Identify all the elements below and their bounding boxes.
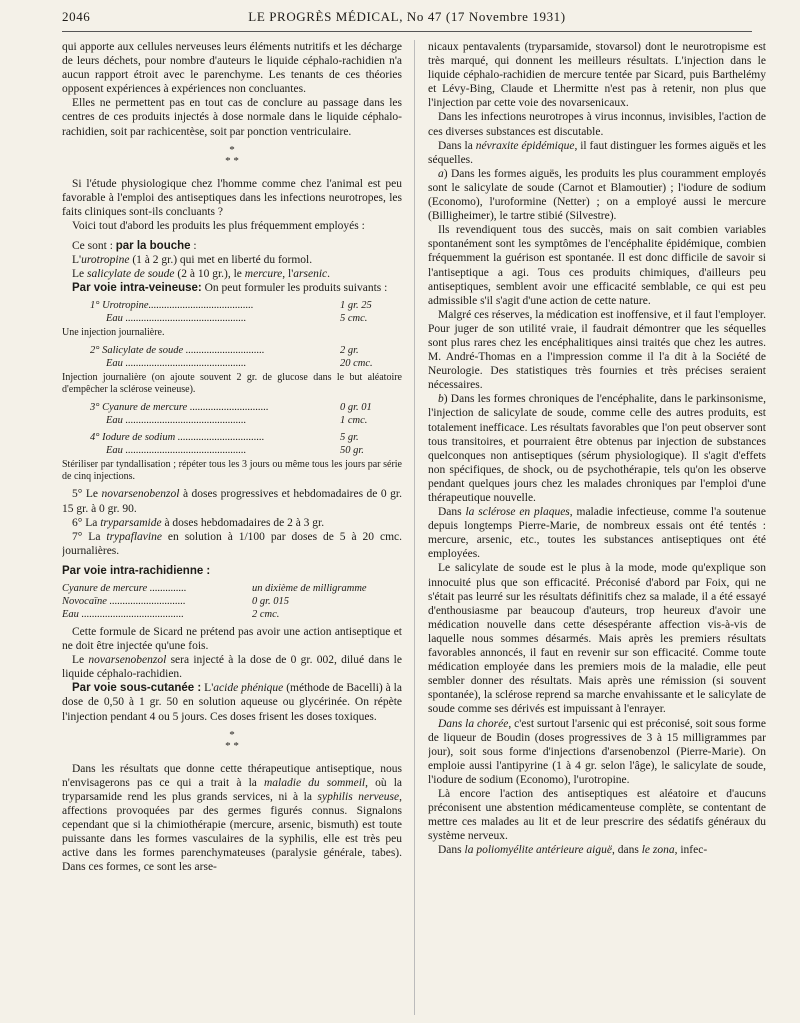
list-item: 6° La tryparsamide à doses hebdomadaires de 2 à 3 gr. [72,516,325,529]
paragraph: Le novarsenobenzol sera injecté à la dose de 0 gr. 002, dilué dans le liquide céphalo-rachidien. [62,654,402,681]
paragraph: Dans les infections neurotropes à virus inconnus, invisibles, l'action de ces diverses substances est discutable. [428,111,766,138]
formula-note: Une injection journalière. [62,327,165,339]
section-heading: Par voie sous-cutanée : [72,682,202,695]
formula-2: 2° Salicylate de soude .............................. 2 gr. Eau .............................................. 20 cmc. [90,344,373,369]
paragraph: Si l'étude physiologique chez l'homme comme chez l'animal est peu favorable à l'emploi des antiseptiques dans les infections neurotropes, les faits cliniques sont-ils concluants ? [62,177,402,218]
section-separator: * * * [225,143,239,167]
route-oral: Ce sont : par la bouche : [72,240,197,253]
paragraph: Là encore l'action des antiseptiques est aléatoire et d'aucuns préconisent une abstention médicamenteuse complète, se contentant de mettre ces malades au lit et de leur prescrire des sédatifs généraux du système nerveux. [428,787,766,843]
paragraph: Dans la poliomyélite antérieure aiguë, dans le zona, infec- [438,844,708,857]
left-column [62,40,402,1015]
paragraph: Dans la sclérose en plaques, maladie infectieuse, comme l'a soutenue depuis longtemps Pierre-Marie, de nombreux essais ont été tentés : mercure, arsenic, etc., toutes les substances antiseptiques ont été employées. [428,506,766,561]
list-item: 5° Le novarsenobenzol à doses progressives et hebdomadaires de 0 gr. 15 gr. à 0 gr. 90. [62,488,402,515]
section-heading: par la bouche [115,240,191,253]
formula-intrathecal: Cyanure de mercure .............. un dixième de milligramme Novocaïne ............................. 0 gr. 015 Eau ....................................... 2 cmc. [62,583,367,620]
formula-4: 4° Iodure de sodium ................................. 5 gr. Eau .............................................. 50 gr. [90,431,364,456]
list-item: Le salicylate de soude (2 à 10 gr.), le mercure, l'arsenic. [72,268,331,281]
formula-1: 1° Urotropine........................................ 1 gr. 25 Eau .............................................. 5 cmc. [90,300,372,325]
paragraph: Elles ne permettent pas en tout cas de conclure au passage dans les centres de ces produits injectés à dose normale dans le liquide céphalo-rachidien, soit par rachicentèse, soit par ponction ventriculaire. [62,97,402,138]
list-item: 7° La trypaflavine en solution à 1/100 par doses de 5 à 20 cmc. journalières. [62,530,402,557]
list-item: L'urotropine (1 à 2 gr.) qui met en liberté du formol. [72,254,313,267]
paragraph: Malgré ces réserves, la médication est inoffensive, et il faut l'employer. Pour juger de son utilité vraie, il faudrait démontrer que les séquelles sont plus rares chez les encéphalitiques ainsi traités que chez les autres. M. André-Thomas en a l'impression comme il l'a dit à la Société de Neurologie. Des statistiques très fournies et très précises seraient nécessaires. [428,308,766,392]
section-heading-intrathecal: Par voie intra-rachidienne : [62,564,211,577]
formula-note: Injection journalière (on ajoute souvent 2 gr. de glucose dans le but aléatoire d'empêcher la sclérose veineuse). [62,371,402,396]
paragraph: Voici tout d'abord les produits les plus fréquemment employés : [72,219,365,232]
right-column [428,40,766,1015]
paragraph: Dans la chorée, c'est surtout l'arsenic qui est préconisé, soit sous forme de liqueur de Boudin (doses progressives de 3 à 15 milligrammes par jour), soit sous forme d'injections d'arsenobenzol (Pierre-Marie). On emploie aussi l'antipyrine (1 à 4 gr. selon l'âge), le salicylate de soude, l'iodure de sodium (Economo), l'urotropine. [428,717,766,786]
paragraph: b) Dans les formes chroniques de l'encéphalite, dans le parkinsonisme, l'injection de salicylate de soude, comme celle des autres produits, est totalement inefficace. Les résultats favorables que l'on peut observer sont tous transitoires, et pourraient être obtenus par injection de substances quelconques non antiseptiques (sérum physiologique). Il s'agit d'effets non spécifiques, de shock, ou de psychothérapie, tels qu'on les observe pendant quelques jours chez les malades chroniques par l'emploi d'une thérapeutique nouvelle. [428,393,766,504]
section-separator: * * * [225,728,239,752]
formula-note: Stériliser par tyndallisation ; répéter tous les 3 jours ou même tous les jours par série de cinq injections. [62,458,402,483]
paragraph: Ils revendiquent tous des succès, mais on sait combien variables spontanément sont les symptômes de l'encéphalite épidémique, combien fréquemment la guérison est spontanée. Il est donc difficile de savoir si l'antiseptique a agi. Tous ces produits chimiques, d'ailleurs peu antiseptiques, semblent avoir une efficacité semblable, ce qui est peu admissible s'il s'agit d'une action de cette nature. [428,224,766,307]
paragraph: nicaux pentavalents (tryparsamide, stovarsol) dont le neurotropisme est très marqué, qui donnent les meilleurs résultats. L'injection dans le liquide céphalo-rachidien de mercure tentée par Sicard, puis Barthelémy et Lévy-Bing, Claude et Lhermitte n'est pas à retenir, non plus que l'injection par cette voie des novarsenicaux. [428,41,766,110]
paragraph: Cette formule de Sicard ne prétend pas avoir une action antiseptique et ne doit être injectée qu'une fois. [62,626,402,653]
route-subcutaneous: Par voie sous-cutanée : L'acide phénique (méthode de Bacelli) à la dose de 0,50 à 1 gr. 50 en solution aqueuse ou glycérinée. On répète l'injection pendant 4 ou 5 jours. Ces doses frisent les doses toxiques. [62,682,402,723]
section-heading: Par voie intra-veineuse: [72,282,202,295]
paragraph: Le salicylate de soude est le plus à la mode, mode qu'explique son innocuité plus que son efficacité. Préconisé d'abord par Foix, qui ne s'était pas leurré sur les résultats définitifs chez sa malade, il a été essayé d'enthousiasme par beaucoup d'auteurs, trop heureux d'avoir une médication nouvelle dans cette désespérante affection vis-à-vis de laquelle nous sommes désarmés. Mais après les premiers résultats favorables annoncés, il faut en revenir sur son efficacité. Comme toute médication employée dans les premiers mois de la maladie, elle peut sembler donner des résultats. Mais après une rémission (si souvent spontanée), la sclérose reprend sa marche envahissante et le salicylate de soude comme ses dérivés est impuissant à l'enrayer. [428,562,766,716]
paragraph: Dans les résultats que donne cette thérapeutique antiseptique, nous n'envisagerons pas ce qui a trait à la maladie du sommeil, où la tryparsamide rend les plus grands services, ni à la syphilis nerveuse, affections provoquées par des germes figurés connus. Signalons cependant que si la chimiothérapie (mercure, arsenic, bismuth) est toute puissante dans les formes vasculaires de la syphilis, elle est très peu active dans les formes parenchymateuses (paralysie générale, tabes). Dans ces formes, ce sont les arse- [62,762,402,874]
page-number: 2046 [62,9,91,24]
paragraph: qui apporte aux cellules nerveuses leurs éléments nutritifs et les décharge de leurs déchets, pour nombre d'auteurs le liquide céphalo-rachidien n'a aucun rapport étroit avec le parenchyme. Les tenants de ces théories opposent expériences à expériences non concluantes. [62,41,402,96]
running-head [62,9,752,32]
journal-title: LE PROGRÈS MÉDICAL, No 47 (17 Novembre 1931) [248,9,566,24]
route-intravenous: Par voie intra-veineuse: On peut formuler les produits suivants : [72,282,388,295]
column-divider [414,40,415,1015]
formula-3: 3° Cyanure de mercure .............................. 0 gr. 01 Eau .............................................. 1 cmc. [90,401,372,426]
paragraph: Dans la névraxite épidémique, il faut distinguer les formes aiguës et les séquelles. [428,139,766,166]
paragraph: a) Dans les formes aiguës, les produits les plus couramment employés sont le salicylate de soude (Carnot et Blamoutier) ; l'iodure de sodium (Economo), l'uroformine (Netter) ; on a employé aussi le mercure (Billigheimer), le tartre stibié (Silvestre). [428,167,766,223]
